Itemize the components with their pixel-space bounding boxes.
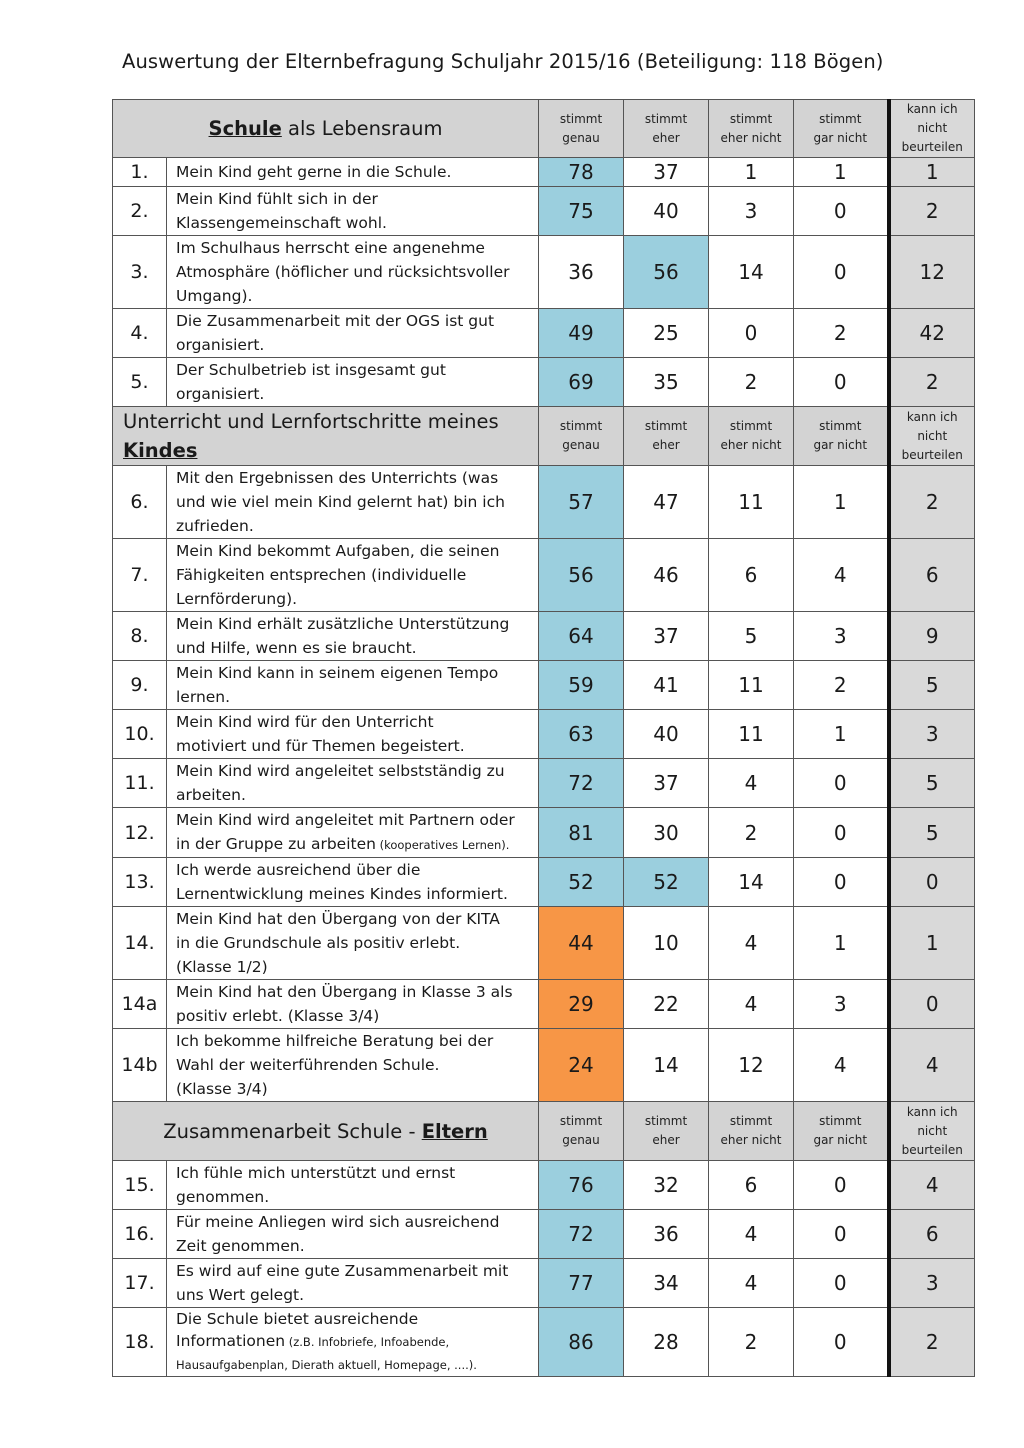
value-eher-nicht: 4 [709, 907, 794, 980]
col-header-stimmt-genau: stimmt genau [539, 1102, 624, 1161]
table-row [113, 1308, 975, 1377]
question-text: Mit den Ergebnissen des Unterrichts (was und wie viel mein Kind gelernt hat) bin ich zufrieden. [167, 466, 539, 539]
value-gar-nicht: 0 [794, 759, 889, 808]
value-eher-nicht: 11 [709, 710, 794, 759]
value-stimmt-eher: 40 [624, 187, 709, 236]
value-kann-nicht-beurteilen: 0 [889, 980, 975, 1029]
value-stimmt-genau: 78 [539, 158, 624, 187]
value-stimmt-eher: 14 [624, 1029, 709, 1102]
value-kann-nicht-beurteilen: 2 [889, 466, 975, 539]
page-title: Auswertung der Elternbefragung Schuljahr 2015/16 (Beteiligung: 118 Bögen) [122, 50, 884, 73]
value-kann-nicht-beurteilen: 5 [889, 661, 975, 710]
table-row [113, 1161, 975, 1210]
section-header-schule [113, 100, 975, 158]
value-eher-nicht: 11 [709, 466, 794, 539]
value-gar-nicht: 1 [794, 907, 889, 980]
value-stimmt-eher: 36 [624, 1210, 709, 1259]
row-number: 18. [113, 1308, 167, 1377]
value-stimmt-eher: 47 [624, 466, 709, 539]
table-row [113, 187, 975, 236]
value-eher-nicht: 2 [709, 808, 794, 858]
value-stimmt-eher: 37 [624, 158, 709, 187]
table-row [113, 539, 975, 612]
value-stimmt-eher: 37 [624, 612, 709, 661]
value-gar-nicht: 3 [794, 980, 889, 1029]
value-eher-nicht: 6 [709, 539, 794, 612]
col-header-kann-nicht: kann ich nicht beurteilen [889, 407, 975, 466]
question-text: Mein Kind hat den Übergang von der KITA in die Grundschule als positiv erlebt. (Klasse 1/2) [167, 907, 539, 980]
table-row [113, 309, 975, 358]
col-header-stimmt-eher: stimmt eher [624, 1102, 709, 1161]
row-number: 16. [113, 1210, 167, 1259]
section-header-unterricht [113, 407, 975, 466]
value-stimmt-genau: 44 [539, 907, 624, 980]
value-eher-nicht: 12 [709, 1029, 794, 1102]
row-number: 4. [113, 309, 167, 358]
value-stimmt-genau: 59 [539, 661, 624, 710]
value-eher-nicht: 3 [709, 187, 794, 236]
value-stimmt-genau: 52 [539, 858, 624, 907]
value-stimmt-genau: 24 [539, 1029, 624, 1102]
value-stimmt-genau: 56 [539, 539, 624, 612]
row-number: 14a [113, 980, 167, 1029]
row-number: 2. [113, 187, 167, 236]
value-eher-nicht: 11 [709, 661, 794, 710]
value-kann-nicht-beurteilen: 4 [889, 1161, 975, 1210]
row-number: 7. [113, 539, 167, 612]
table-row [113, 858, 975, 907]
value-gar-nicht: 2 [794, 309, 889, 358]
value-eher-nicht: 14 [709, 858, 794, 907]
row-number: 3. [113, 236, 167, 309]
question-text: Die Schule bietet ausreichende Informationen (z.B. Infobriefe, Infoabende, Hausaufgabenplan, Dierath aktuell, Homepage, ....). [167, 1308, 539, 1377]
col-header-stimmt-eher: stimmt eher [624, 407, 709, 466]
value-stimmt-genau: 76 [539, 1161, 624, 1210]
value-kann-nicht-beurteilen: 12 [889, 236, 975, 309]
value-gar-nicht: 0 [794, 1210, 889, 1259]
value-stimmt-eher: 10 [624, 907, 709, 980]
col-header-kann-nicht: kann ich nicht beurteilen [889, 100, 975, 158]
table-row [113, 612, 975, 661]
row-number: 17. [113, 1259, 167, 1308]
value-stimmt-eher: 41 [624, 661, 709, 710]
row-number: 14. [113, 907, 167, 980]
question-text: Ich werde ausreichend über die Lernentwicklung meines Kindes informiert. [167, 858, 539, 907]
value-kann-nicht-beurteilen: 5 [889, 808, 975, 858]
value-stimmt-genau: 63 [539, 710, 624, 759]
col-header-gar-nicht: stimmt gar nicht [794, 100, 889, 158]
value-kann-nicht-beurteilen: 2 [889, 187, 975, 236]
value-stimmt-eher: 25 [624, 309, 709, 358]
value-eher-nicht: 14 [709, 236, 794, 309]
value-kann-nicht-beurteilen: 2 [889, 358, 975, 407]
question-text: Der Schulbetrieb ist insgesamt gut organisiert. [167, 358, 539, 407]
question-text: Für meine Anliegen wird sich ausreichend Zeit genommen. [167, 1210, 539, 1259]
col-header-eher-nicht: stimmt eher nicht [709, 100, 794, 158]
value-kann-nicht-beurteilen: 6 [889, 1210, 975, 1259]
section-title: Unterricht und Lernfortschritte meines Kindes [113, 407, 539, 466]
value-kann-nicht-beurteilen: 3 [889, 710, 975, 759]
value-gar-nicht: 0 [794, 1259, 889, 1308]
value-gar-nicht: 0 [794, 358, 889, 407]
question-text: Ich bekomme hilfreiche Beratung bei der Wahl der weiterführenden Schule. (Klasse 3/4) [167, 1029, 539, 1102]
question-text: Mein Kind fühlt sich in der Klassengemeinschaft wohl. [167, 187, 539, 236]
value-gar-nicht: 4 [794, 1029, 889, 1102]
question-text: Die Zusammenarbeit mit der OGS ist gut organisiert. [167, 309, 539, 358]
value-kann-nicht-beurteilen: 1 [889, 158, 975, 187]
value-eher-nicht: 1 [709, 158, 794, 187]
table-row [113, 710, 975, 759]
value-stimmt-genau: 81 [539, 808, 624, 858]
row-number: 14b [113, 1029, 167, 1102]
row-number: 8. [113, 612, 167, 661]
value-gar-nicht: 1 [794, 710, 889, 759]
value-gar-nicht: 1 [794, 158, 889, 187]
value-stimmt-eher: 46 [624, 539, 709, 612]
value-kann-nicht-beurteilen: 2 [889, 1308, 975, 1377]
value-stimmt-genau: 86 [539, 1308, 624, 1377]
value-kann-nicht-beurteilen: 0 [889, 858, 975, 907]
value-gar-nicht: 4 [794, 539, 889, 612]
col-header-stimmt-eher: stimmt eher [624, 100, 709, 158]
value-stimmt-eher: 34 [624, 1259, 709, 1308]
table-row [113, 907, 975, 980]
col-header-eher-nicht: stimmt eher nicht [709, 1102, 794, 1161]
question-text: Mein Kind erhält zusätzliche Unterstützung und Hilfe, wenn es sie braucht. [167, 612, 539, 661]
row-number: 10. [113, 710, 167, 759]
section-title: Zusammenarbeit Schule - Eltern [113, 1102, 539, 1161]
question-text: Mein Kind geht gerne in die Schule. [167, 158, 539, 187]
question-text: Mein Kind wird angeleitet mit Partnern oder in der Gruppe zu arbeiten (kooperatives Lernen). [167, 808, 539, 858]
table-row [113, 980, 975, 1029]
col-header-gar-nicht: stimmt gar nicht [794, 407, 889, 466]
value-stimmt-eher: 37 [624, 759, 709, 808]
value-eher-nicht: 5 [709, 612, 794, 661]
value-stimmt-eher: 22 [624, 980, 709, 1029]
section-header-zusammenarbeit [113, 1102, 975, 1161]
question-text: Mein Kind wird angeleitet selbstständig zu arbeiten. [167, 759, 539, 808]
value-stimmt-genau: 57 [539, 466, 624, 539]
question-text: Ich fühle mich unterstützt und ernst genommen. [167, 1161, 539, 1210]
value-kann-nicht-beurteilen: 4 [889, 1029, 975, 1102]
value-stimmt-eher: 40 [624, 710, 709, 759]
value-gar-nicht: 0 [794, 858, 889, 907]
table-row [113, 158, 975, 187]
value-stimmt-genau: 72 [539, 1210, 624, 1259]
value-gar-nicht: 0 [794, 1308, 889, 1377]
row-number: 5. [113, 358, 167, 407]
value-stimmt-eher: 35 [624, 358, 709, 407]
row-number: 9. [113, 661, 167, 710]
question-text: Mein Kind kann in seinem eigenen Tempo lernen. [167, 661, 539, 710]
table-row [113, 759, 975, 808]
value-kann-nicht-beurteilen: 3 [889, 1259, 975, 1308]
value-stimmt-eher: 56 [624, 236, 709, 309]
value-gar-nicht: 0 [794, 1161, 889, 1210]
value-eher-nicht: 4 [709, 980, 794, 1029]
table-row [113, 358, 975, 407]
value-kann-nicht-beurteilen: 42 [889, 309, 975, 358]
value-stimmt-eher: 32 [624, 1161, 709, 1210]
table-row [113, 808, 975, 858]
value-stimmt-genau: 72 [539, 759, 624, 808]
value-kann-nicht-beurteilen: 6 [889, 539, 975, 612]
table-row [113, 466, 975, 539]
row-number: 15. [113, 1161, 167, 1210]
value-stimmt-genau: 64 [539, 612, 624, 661]
value-gar-nicht: 2 [794, 661, 889, 710]
value-stimmt-genau: 36 [539, 236, 624, 309]
value-stimmt-genau: 49 [539, 309, 624, 358]
value-eher-nicht: 4 [709, 1259, 794, 1308]
value-eher-nicht: 0 [709, 309, 794, 358]
value-gar-nicht: 0 [794, 236, 889, 309]
value-stimmt-eher: 28 [624, 1308, 709, 1377]
question-text: Im Schulhaus herrscht eine angenehme Atmosphäre (höflicher und rücksichtsvoller Umgang). [167, 236, 539, 309]
value-gar-nicht: 1 [794, 466, 889, 539]
question-text: Mein Kind hat den Übergang in Klasse 3 als positiv erlebt. (Klasse 3/4) [167, 980, 539, 1029]
row-number: 6. [113, 466, 167, 539]
row-number: 1. [113, 158, 167, 187]
value-stimmt-eher: 52 [624, 858, 709, 907]
value-gar-nicht: 0 [794, 187, 889, 236]
value-kann-nicht-beurteilen: 1 [889, 907, 975, 980]
value-eher-nicht: 2 [709, 358, 794, 407]
value-stimmt-genau: 77 [539, 1259, 624, 1308]
table-row [113, 236, 975, 309]
section-title: Schule als Lebensraum [113, 100, 539, 158]
question-text: Mein Kind bekommt Aufgaben, die seinen Fähigkeiten entsprechen (individuelle Lernförderung). [167, 539, 539, 612]
value-eher-nicht: 2 [709, 1308, 794, 1377]
value-eher-nicht: 6 [709, 1161, 794, 1210]
value-stimmt-genau: 29 [539, 980, 624, 1029]
col-header-kann-nicht: kann ich nicht beurteilen [889, 1102, 975, 1161]
value-stimmt-genau: 69 [539, 358, 624, 407]
row-number: 11. [113, 759, 167, 808]
table-row [113, 661, 975, 710]
col-header-gar-nicht: stimmt gar nicht [794, 1102, 889, 1161]
value-eher-nicht: 4 [709, 759, 794, 808]
value-stimmt-eher: 30 [624, 808, 709, 858]
value-kann-nicht-beurteilen: 5 [889, 759, 975, 808]
row-number: 12. [113, 808, 167, 858]
value-eher-nicht: 4 [709, 1210, 794, 1259]
question-text: Mein Kind wird für den Unterricht motiviert und für Themen begeistert. [167, 710, 539, 759]
question-text: Es wird auf eine gute Zusammenarbeit mit uns Wert gelegt. [167, 1259, 539, 1308]
value-gar-nicht: 0 [794, 808, 889, 858]
value-kann-nicht-beurteilen: 9 [889, 612, 975, 661]
row-number: 13. [113, 858, 167, 907]
col-header-stimmt-genau: stimmt genau [539, 407, 624, 466]
col-header-stimmt-genau: stimmt genau [539, 100, 624, 158]
value-gar-nicht: 3 [794, 612, 889, 661]
table-row [113, 1029, 975, 1102]
value-stimmt-genau: 75 [539, 187, 624, 236]
col-header-eher-nicht: stimmt eher nicht [709, 407, 794, 466]
table-row [113, 1210, 975, 1259]
survey-table [112, 99, 975, 1377]
table-row [113, 1259, 975, 1308]
